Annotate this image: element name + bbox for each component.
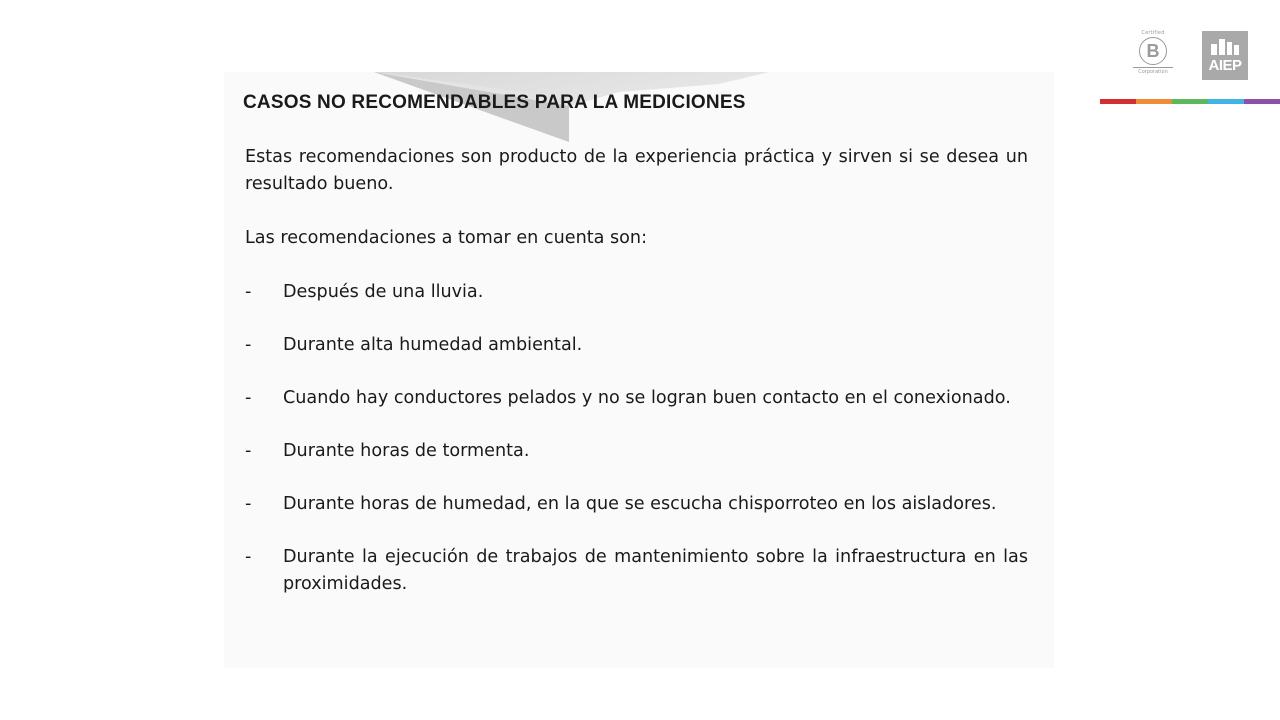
strip-orange (1136, 99, 1172, 104)
bcorp-certified-text: Certified (1141, 30, 1165, 36)
document-body (245, 144, 1028, 624)
bcorp-corporation-text: Corporation (1133, 67, 1173, 75)
list-item (245, 438, 1028, 465)
list-item-text: Durante la ejecución de trabajos de mantenimiento sobre la infraestructura en las proximidades. (283, 547, 1028, 594)
aiep-logo-text: AIEP (1208, 57, 1242, 74)
strip-green (1172, 99, 1208, 104)
bcorp-logo (1133, 30, 1173, 82)
list-item (245, 544, 1028, 598)
list-item-text: Durante alta humedad ambiental. (283, 335, 583, 355)
bcorp-b-icon: B (1139, 37, 1167, 65)
aiep-logo (1202, 31, 1248, 80)
list-item (245, 279, 1028, 306)
list-item-text: Durante horas de tormenta. (283, 441, 530, 461)
bullet-dash: - (245, 335, 252, 355)
strip-blue (1208, 99, 1244, 104)
buildings-icon (1211, 39, 1239, 55)
lead-paragraph: Las recomendaciones a tomar en cuenta son: (245, 228, 648, 248)
list-item (245, 385, 1028, 412)
strip-purple (1244, 99, 1280, 104)
bullet-dash: - (245, 388, 252, 408)
page-title: CASOS NO RECOMENDABLES PARA LA MEDICIONES (243, 92, 746, 113)
intro-paragraph: Estas recomendaciones son producto de la experiencia práctica y sirven si se desea un resultado bueno. (245, 147, 1028, 194)
strip-red (1100, 99, 1136, 104)
bullet-dash: - (245, 494, 252, 514)
bullet-dash: - (245, 547, 252, 567)
list-item-text: Cuando hay conductores pelados y no se logran buen contacto en el conexionado. (283, 388, 1011, 408)
list-item (245, 491, 1028, 518)
list-item-text: Después de una lluvia. (283, 282, 484, 302)
list-item (245, 332, 1028, 359)
list-item-text: Durante horas de humedad, en la que se escucha chisporroteo en los aisladores. (283, 494, 997, 514)
document-panel (224, 72, 1054, 668)
bullet-dash: - (245, 441, 252, 461)
brand-color-strip (1100, 99, 1280, 104)
bullet-dash: - (245, 282, 252, 302)
